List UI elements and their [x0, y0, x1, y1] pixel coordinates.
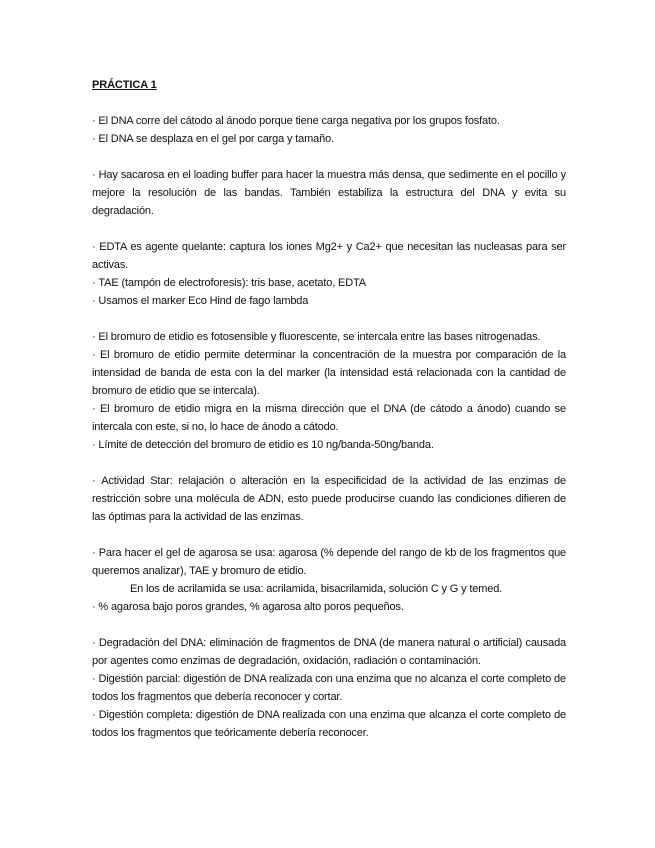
spacer: [92, 616, 566, 634]
paragraph-degradacion: · Degradación del DNA: eliminación de fragmentos de DNA (de manera natural o artificial) causada por agentes como enzimas de degradación, oxidación, radiación o contaminación.: [92, 634, 566, 670]
paragraph-dna-direction: · El DNA corre del cátodo al ánodo porque tiene carga negativa por los grupos fosfato.: [92, 112, 566, 130]
paragraph-bromuro-migracion: · El bromuro de etidio migra en la misma dirección que el DNA (de cátodo a ánodo) cuando se intercala con este, si no, lo hace de ánodo a cátodo.: [92, 400, 566, 436]
document-title: PRÁCTICA 1: [92, 79, 157, 91]
paragraph-bromuro-limite: · Límite de detección del bromuro de etidio es 10 ng/banda-50ng/banda.: [92, 436, 566, 454]
spacer: [92, 148, 566, 166]
paragraph-digestion-completa: · Digestión completa: digestión de DNA realizada con una enzima que alcanza el corte completo de todos los fragmentos que teóricamente debería reconocer.: [92, 706, 566, 742]
paragraph-tae: · TAE (tampón de electroforesis): tris base, acetato, EDTA: [92, 274, 566, 292]
paragraph-gel-acrilamida: En los de acrilamida se usa: acrilamida, bisacrilamida, solución C y G y temed.: [130, 583, 503, 595]
paragraph-digestion-parcial: · Digestión parcial: digestión de DNA realizada con una enzima que no alcanza el corte completo de todos los fragmentos que debería reconocer y cortar.: [92, 670, 566, 706]
paragraph-marker: · Usamos el marker Eco Hind de fago lambda: [92, 292, 566, 310]
paragraph-gel-agarosa: · Para hacer el gel de agarosa se usa: agarosa (% depende del rango de kb de los fragmentos que queremos analizar), TAE y bromuro de etidio.: [92, 544, 566, 580]
paragraph-bromuro-concentracion: · El bromuro de etidio permite determinar la concentración de la muestra por comparación de la intensidad de banda de esta con la del marker (la intensidad está relacionada con la cantidad de bromuro de etidio que se intercala).: [92, 346, 566, 400]
spacer: [92, 454, 566, 472]
paragraph-dna-gel: · El DNA se desplaza en el gel por carga y tamaño.: [92, 130, 566, 148]
paragraph-edta: · EDTA es agente quelante: captura los iones Mg2+ y Ca2+ que necesitan las nucleasas para ser activas.: [92, 238, 566, 274]
paragraph-actividad-star: · Actividad Star: relajación o alteración en la especificidad de la actividad de las enzimas de restricción sobre una molécula de ADN, esto puede producirse cuando las condiciones difieren de las óptimas para la actividad de las enzimas.: [92, 472, 566, 526]
paragraph-sacarosa: · Hay sacarosa en el loading buffer para hacer la muestra más densa, que sedimente en el pocillo y mejore la resolución de las bandas. También estabiliza la estructura del DNA y evita su degradación.: [92, 166, 566, 220]
paragraph-bromuro-fotosensible: · El bromuro de etidio es fotosensible y fluorescente, se intercala entre las bases nitrogenadas.: [92, 328, 566, 346]
document-body: [92, 76, 566, 742]
spacer: [92, 310, 566, 328]
spacer: [92, 526, 566, 544]
paragraph-agarosa-poros: · % agarosa bajo poros grandes, % agarosa alto poros pequeños.: [92, 598, 566, 616]
spacer: [92, 220, 566, 238]
